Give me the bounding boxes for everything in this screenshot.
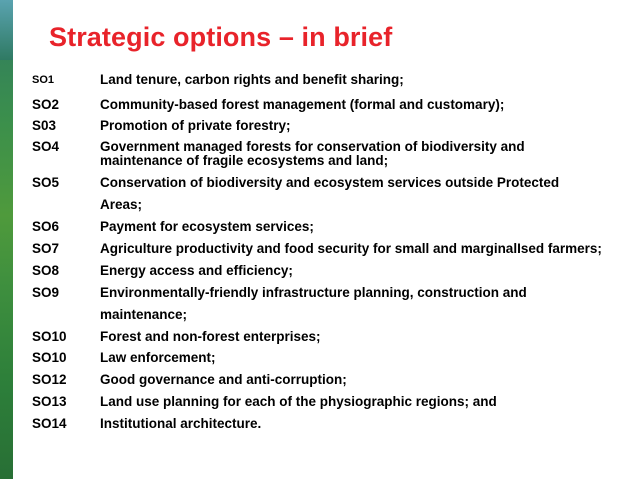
option-code: SO2 (32, 97, 60, 112)
option-line: Government managed forests for conservation of biodiversity and (100, 139, 525, 154)
option-code: SO4 (32, 139, 60, 154)
option-line: Conservation of biodiversity and ecosystem services outside Protected (100, 175, 560, 190)
option-text (100, 172, 620, 216)
option-text (100, 369, 620, 391)
option-text (100, 282, 620, 326)
option-line: Good governance and anti-corruption; (100, 372, 347, 387)
option-text (100, 238, 620, 260)
option-code: SO14 (32, 416, 67, 431)
option-line: Land tenure, carbon rights and benefit sharing; (100, 72, 404, 87)
option-text (100, 115, 620, 137)
option-text (100, 140, 620, 168)
option-line: Payment for ecosystem services; (100, 219, 314, 234)
option-line: Institutional architecture. (100, 416, 262, 431)
option-line: Areas; (100, 197, 143, 212)
option-code: SO13 (32, 394, 67, 409)
option-code: SO5 (32, 175, 60, 190)
option-line: Law enforcement; (100, 350, 216, 365)
option-line: Land use planning for each of the physiographic regions; and (100, 394, 497, 409)
option-code: SO10 (32, 350, 67, 365)
option-code: SO6 (32, 219, 60, 234)
option-text (100, 69, 620, 91)
option-line: Community-based forest management (formal and customary); (100, 97, 505, 112)
option-line: maintenance; (100, 307, 188, 322)
option-code: SO7 (32, 241, 60, 256)
option-text (100, 260, 620, 282)
option-text (100, 347, 620, 369)
option-line: Environmentally-friendly infrastructure planning, construction and (100, 285, 527, 300)
option-code: SO12 (32, 372, 67, 387)
option-line: Agriculture productivity and food security for small and marginalIsed farmers; (100, 241, 602, 256)
option-line: maintenance of fragile ecosystems and land; (100, 153, 389, 168)
option-code: SO10 (32, 329, 67, 344)
option-line: Energy access and efficiency; (100, 263, 293, 278)
option-line: Forest and non-forest enterprises; (100, 329, 321, 344)
option-line: Promotion of private forestry; (100, 118, 291, 133)
option-code: S03 (32, 118, 57, 133)
option-code: SO9 (32, 285, 60, 300)
option-code: SO8 (32, 263, 60, 278)
option-text (100, 94, 620, 116)
option-text (100, 391, 620, 413)
option-text (100, 216, 620, 238)
option-code: SO1 (32, 74, 55, 86)
option-text (100, 326, 620, 348)
option-text (100, 413, 620, 435)
slide-title: Strategic options – in brief (49, 22, 393, 52)
